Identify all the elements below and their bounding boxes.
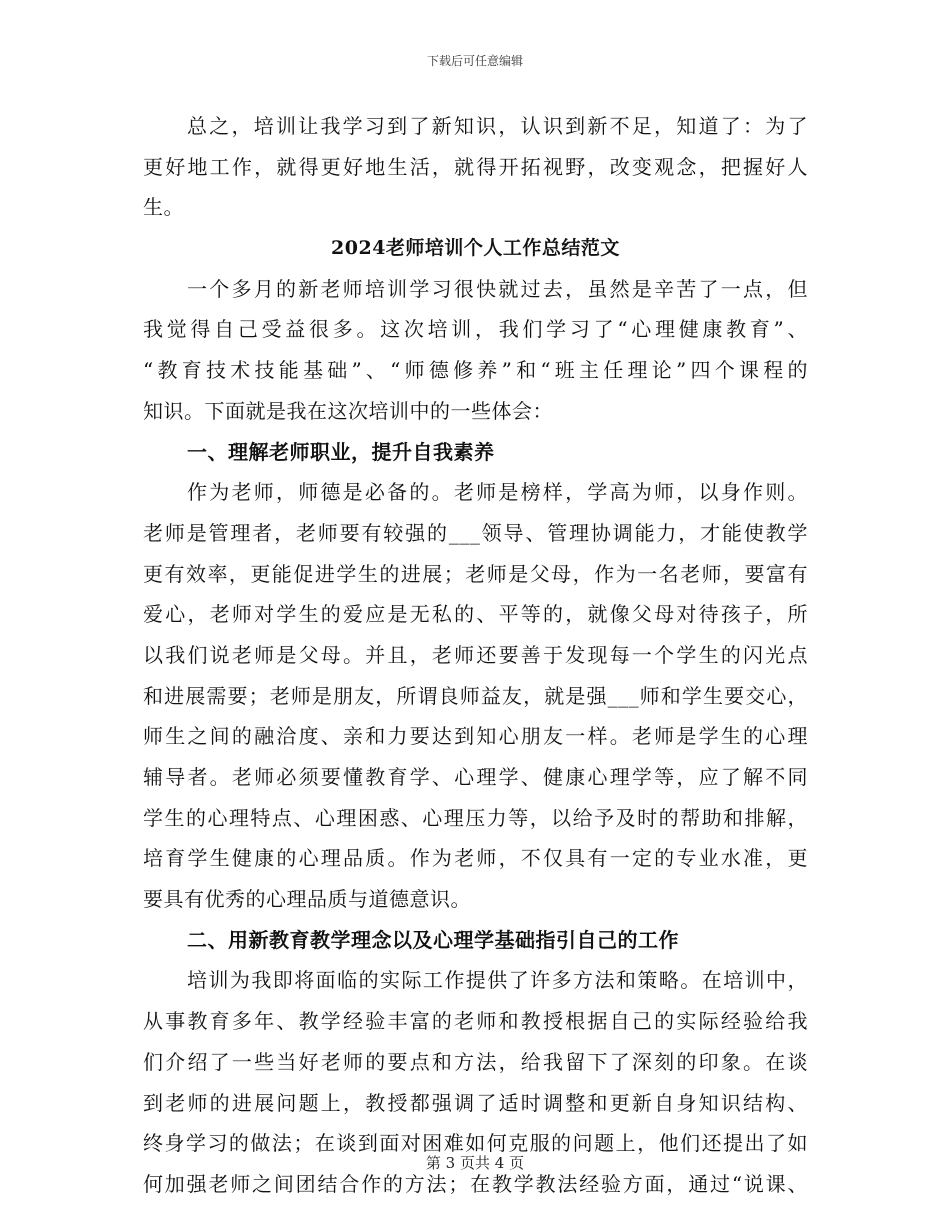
paragraph-first-line: 培训为我即将面临的实际工作提供了许多方法和策略。在培训中， (187, 968, 808, 993)
section-heading: 二、用新教育教学理念以及心理学基础指引自己的工作 (187, 927, 679, 952)
document-title: 2024老师培训个人工作总结范文 (331, 237, 620, 260)
text-line: 以我们说老师是父母。并且，老师还要善于发现每一个学生的闪光点 (143, 642, 808, 667)
page-number-footer: 第 3 页共 4 页 (425, 1154, 525, 1172)
text-line: 知识。下面就是我在这次培训中的一些体会： (143, 398, 553, 423)
text-line: 老师是管理者，老师要有较强的___领导、管理协调能力，才能使教学 (143, 520, 808, 545)
text-line: 更好地工作，就得更好地生活，就得开拓视野，改变观念，把握好人 (143, 154, 808, 179)
text-line: 们介绍了一些当好老师的要点和方法，给我留下了深刻的印象。在谈 (143, 1049, 808, 1074)
text-line: 要具有优秀的心理品质与道德意识。 (143, 887, 471, 912)
text-line: 爱心，老师对学生的爱应是无私的、平等的，就像父母对待孩子，所 (143, 602, 808, 627)
paragraph-first-line: 作为老师，师德是必备的。老师是榜样，学高为师，以身作则。 (187, 480, 808, 505)
text-line: 师生之间的融洽度、亲和力要达到知心朋友一样。老师是学生的心理 (143, 724, 808, 749)
text-line: 学生的心理特点、心理困惑、心理压力等，以给予及时的帮助和排解， (143, 805, 808, 830)
text-line: 我觉得自己受益很多。这次培训，我们学习了“心理健康教育”、 (143, 317, 808, 342)
text-line: 生。 (143, 195, 184, 220)
paragraph-first-line: 总之，培训让我学习到了新知识，认识到新不足，知道了：为了 (187, 114, 808, 138)
paragraph-first-line: 一个多月的新老师培训学习很快就过去，虽然是辛苦了一点，但 (187, 276, 808, 301)
text-line: 和进展需要；老师是朋友，所谓良师益友，就是强___师和学生要交心， (143, 683, 808, 708)
text-line: 更有效率，更能促进学生的进展；老师是父母，作为一名老师，要富有 (143, 561, 808, 586)
page-header-note: 下载后可任意编辑 (426, 54, 523, 68)
text-line: 从事教育多年、教学经验丰富的老师和教授根据自己的实际经验给我 (143, 1009, 808, 1034)
document-body (143, 106, 808, 1205)
text-line: 何加强老师之间团结合作的方法；在教学教法经验方面，通过“说课、 (143, 1171, 808, 1196)
text-line: “教育技术技能基础”、“师德修养”和“班主任理论”四个课程的 (143, 358, 808, 383)
text-line: 辅导者。老师必须要懂教育学、心理学、健康心理学等，应了解不同 (143, 765, 808, 789)
text-line: 终身学习的做法；在谈到面对困难如何克服的问题上，他们还提出了如 (143, 1131, 808, 1156)
text-line: 培育学生健康的心理品质。作为老师，不仅具有一定的专业水准，更 (143, 846, 808, 871)
text-line: 到老师的进展问题上，教授都强调了适时调整和更新自身知识结构、 (143, 1090, 808, 1115)
section-heading: 一、理解老师职业，提升自我素养 (187, 439, 495, 464)
